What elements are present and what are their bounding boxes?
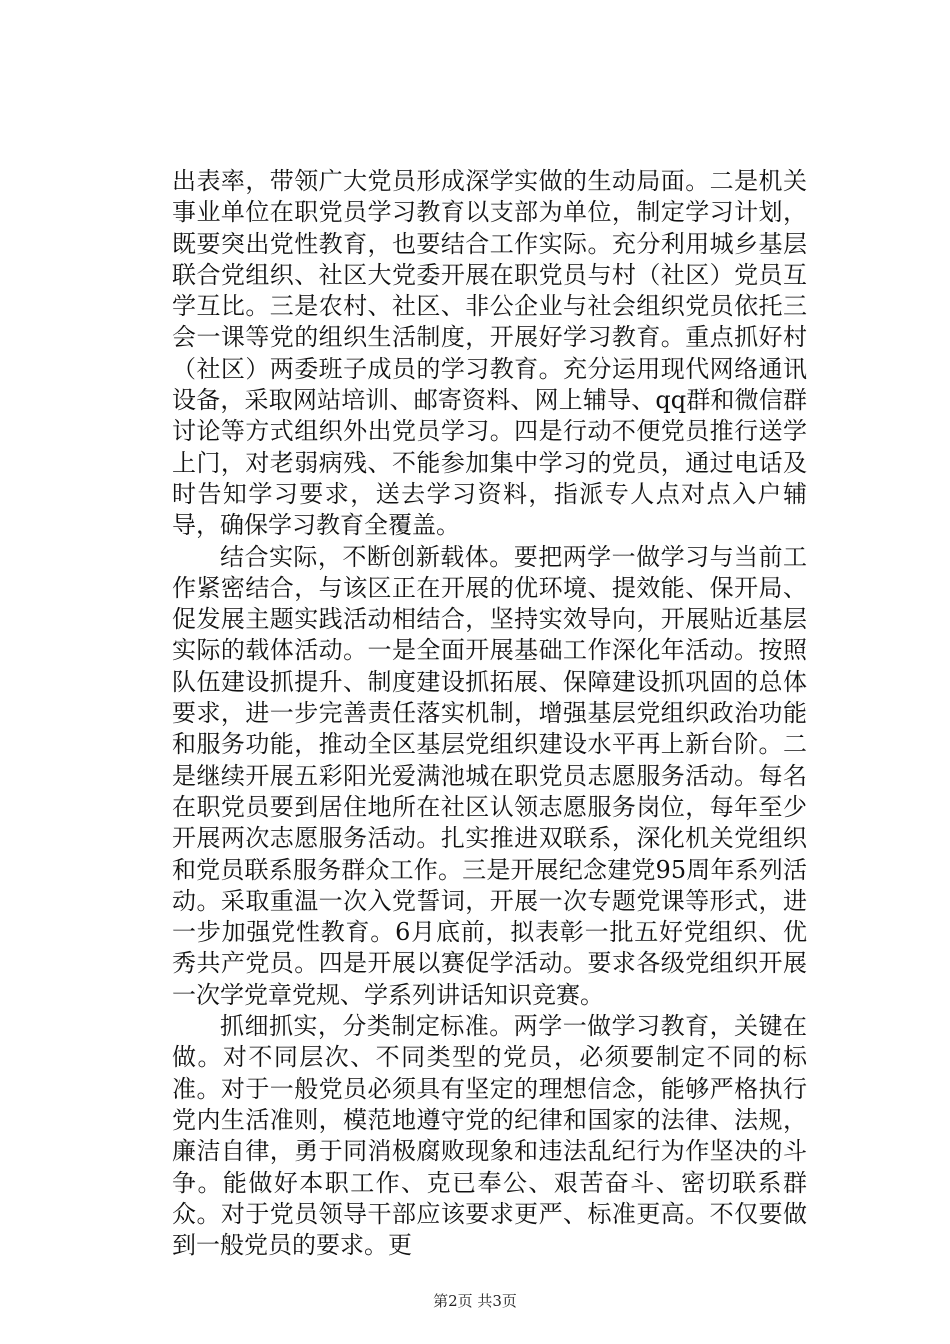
document-body (172, 166, 807, 1261)
paragraph-continued: 出表率，带领广大党员形成深学实做的生动局面。二是机关事业单位在职党员学习教育以支部为单位，制定学习计划，既要突出党性教育，也要结合工作实际。充分利用城乡基层联合党组织、社区大党委开展在职党员与村（社区）党员互学互比。三是农村、社区、非公企业与社会组织党员依托三会一课等党的组织生活制度，开展好学习教育。重点抓好村（社区）两委班子成员的学习教育。充分运用现代网络通讯设备，采取网站培训、邮寄资料、网上辅导、qq群和微信群讨论等方式组织外出党员学习。四是行动不便党员推行送学上门，对老弱病残、不能参加集中学习的党员，通过电话及时告知学习要求，送去学习资料，指派专人点对点入户辅导，确保学习教育全覆盖。 (172, 167, 807, 540)
paragraph-standards: 抓细抓实，分类制定标准。两学一做学习教育，关键在做。对不同层次、不同类型的党员，必须要制定不同的标准。对于一般党员必须具有坚定的理想信念，能够严格执行党内生活准则，模范地遵守党的纪律和国家的法律、法规，廉洁自律，勇于同消极腐败现象和违法乱纪行为作坚决的斗争。能做好本职工作、克已奉公、艰苦奋斗、密切联系群众。对于党员领导干部应该要求更严、标准更高。不仅要做到一般党员的要求。更 (172, 1012, 807, 1260)
paragraph-innovation: 结合实际，不断创新载体。要把两学一做学习与当前工作紧密结合，与该区正在开展的优环境、提效能、保开局、促发展主题实践活动相结合，坚持实效导向，开展贴近基层实际的载体活动。一是全面开展基础工作深化年活动。按照队伍建设抓提升、制度建设抓拓展、保障建设抓巩固的总体要求，进一步完善责任落实机制，增强基层党组织政治功能和服务功能，推动全区基层党组织建设水平再上新台阶。二是继续开展五彩阳光爱满池城在职党员志愿服务活动。每名在职党员要到居住地所在社区认领志愿服务岗位，每年至少开展两次志愿服务活动。扎实推进双联系，深化机关党组织和党员联系服务群众工作。三是开展纪念建党95周年系列活动。采取重温一次入党誓词，开展一次专题党课等形式，进一步加强党性教育。6月底前，拟表彰一批五好党组织、优秀共产党员。四是开展以赛促学活动。要求各级党组织开展一次学党章党规、学系列讲话知识竞赛。 (172, 542, 807, 1009)
page-number-footer: 第2页 共3页 (433, 1292, 517, 1310)
